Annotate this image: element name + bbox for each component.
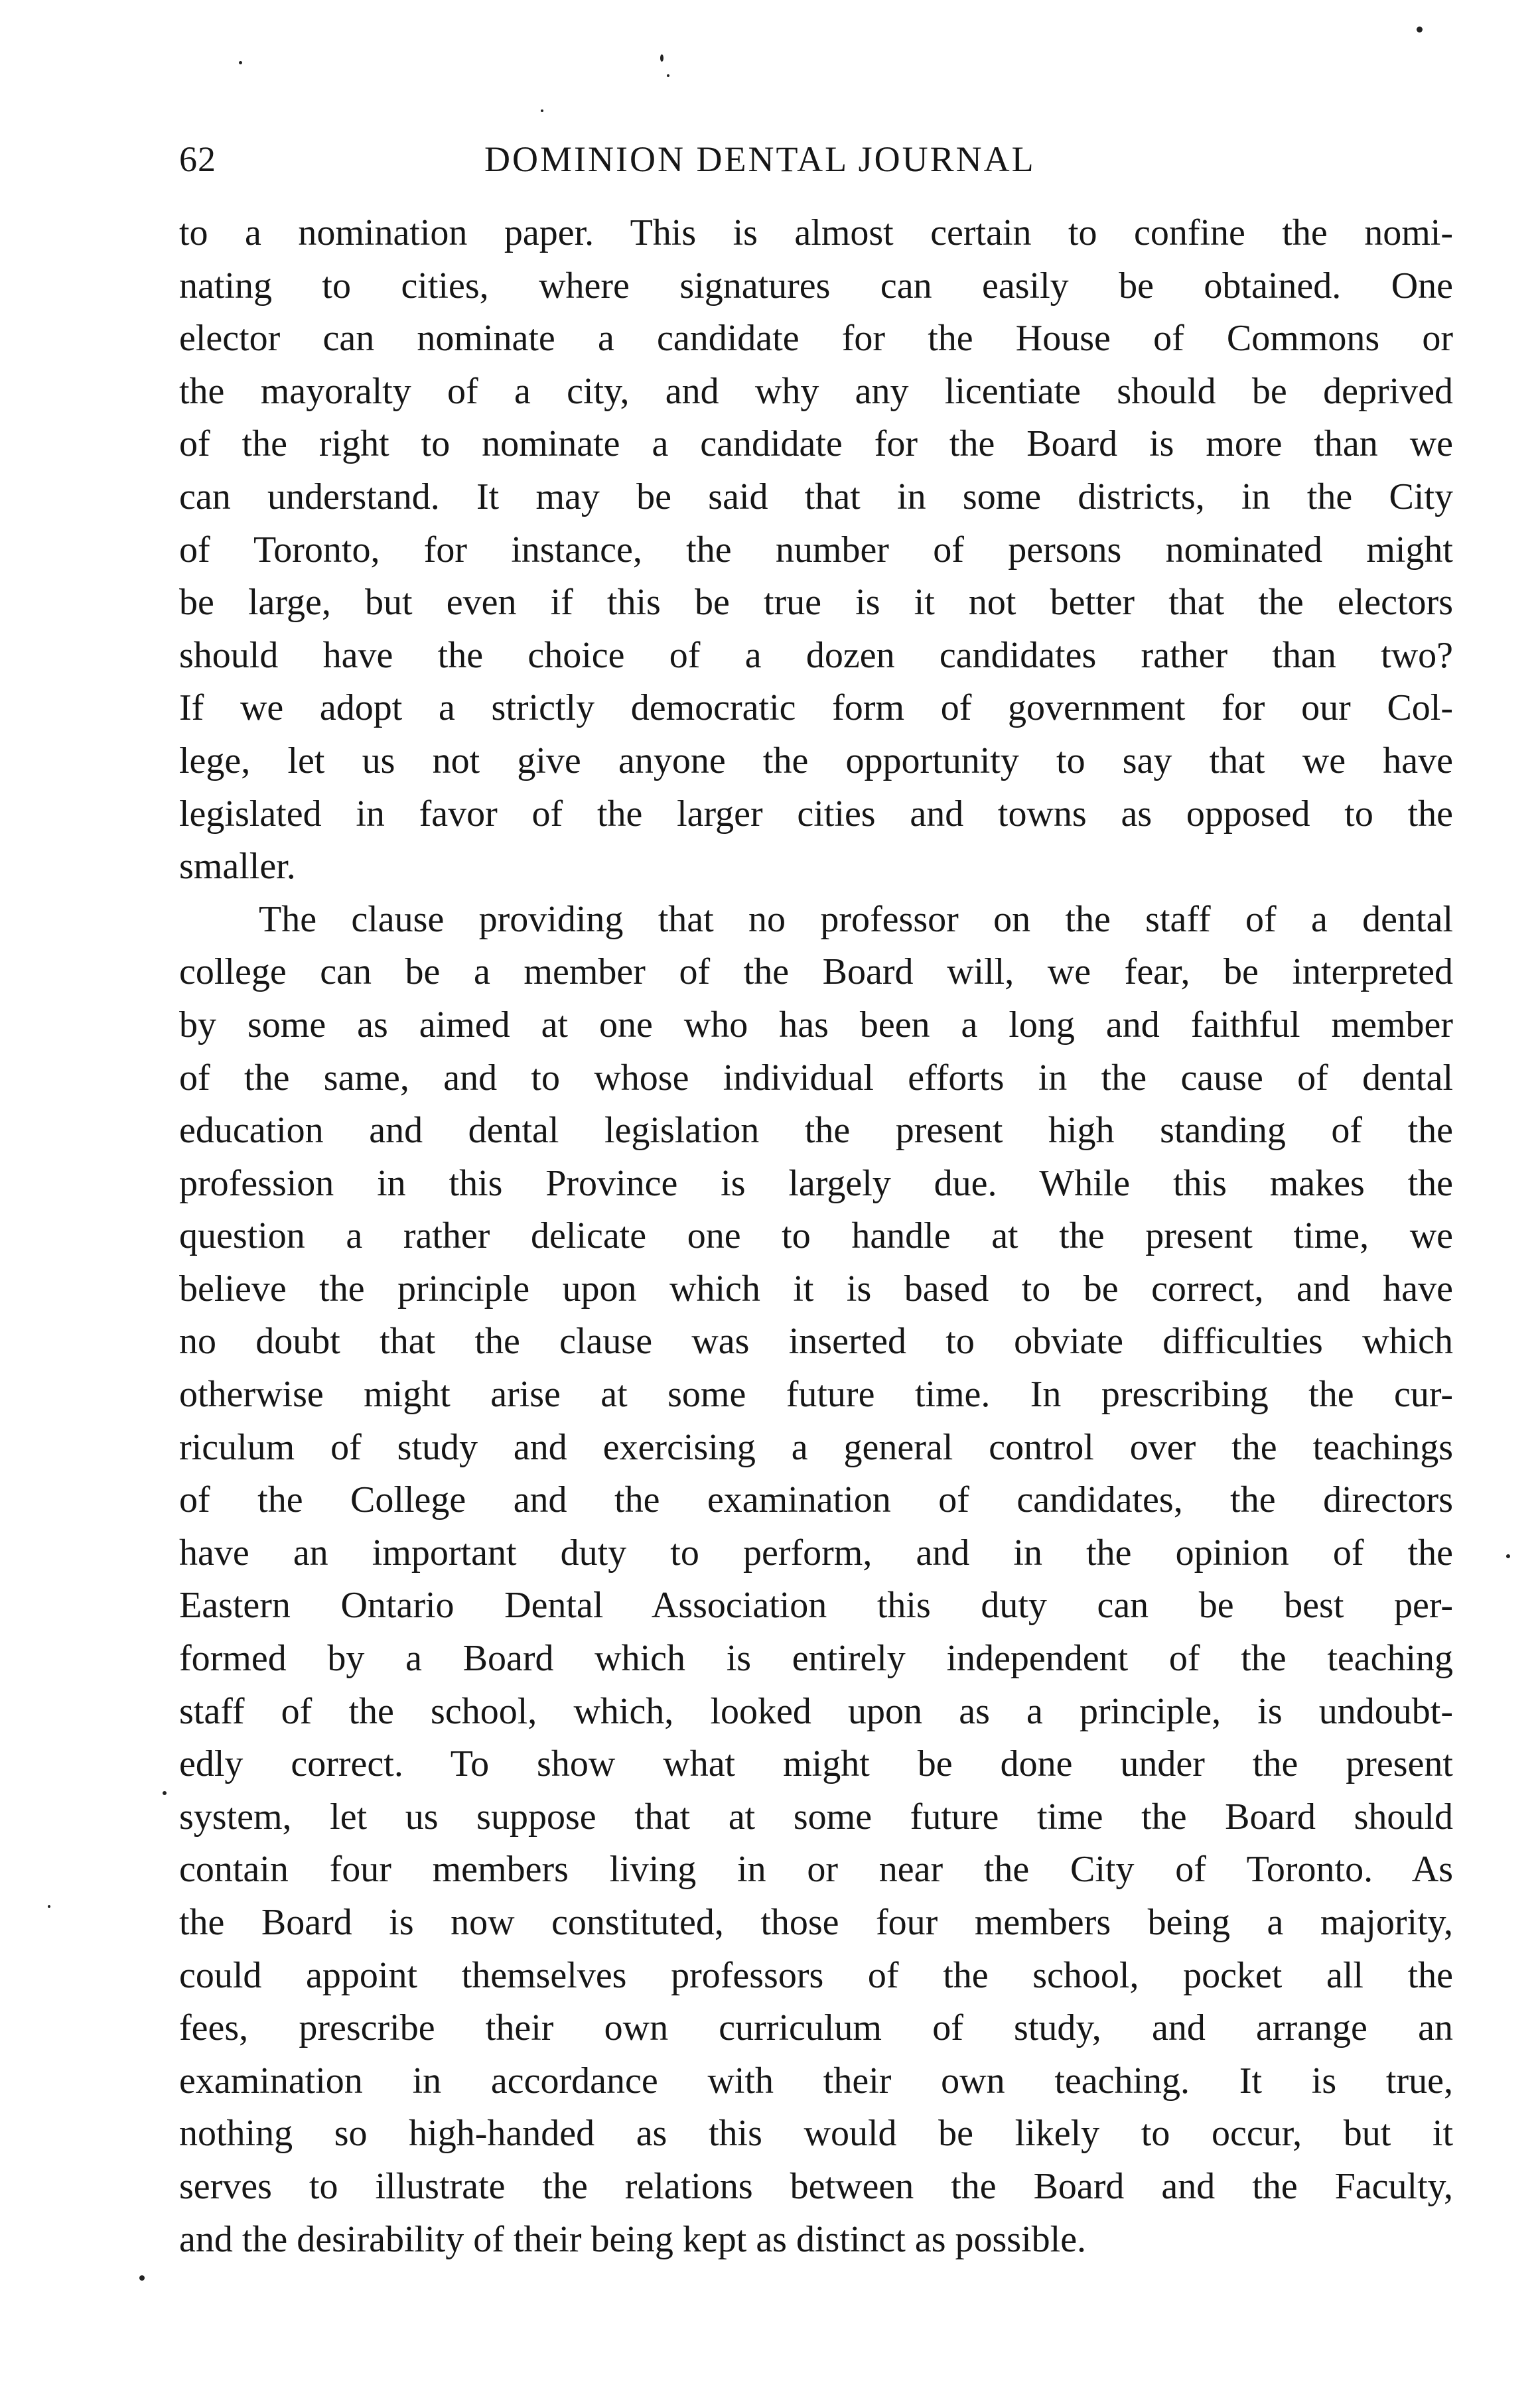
scan-speck [667, 74, 669, 77]
text-line: the mayoralty of a city, and why any licentiate should be deprived [179, 370, 1453, 412]
text-line: The clause providing that no professor on the staff of a dental [259, 898, 1453, 940]
text-line: and the desirability of their being kept as distinct as possible. [179, 2218, 1087, 2260]
scan-speck [139, 2275, 145, 2281]
text-line: smaller. [179, 846, 296, 888]
text-line: nating to cities, where signatures can easily be obtained. One [179, 265, 1453, 306]
text-line: should have the choice of a dozen candidates rather than two? [179, 634, 1453, 676]
text-line: of the College and the examination of candidates, the directors [179, 1479, 1453, 1521]
scan-speck [48, 1905, 50, 1908]
text-line: can understand. It may be said that in some districts, in the City [179, 476, 1453, 517]
text-line: legislated in favor of the larger cities and towns as opposed to the [179, 793, 1453, 835]
paragraph-1 [179, 207, 1453, 894]
text-line: riculum of study and exercising a general control over the teachings [179, 1426, 1453, 1468]
text-line: examination in accordance with their own teaching. It is true, [179, 2060, 1453, 2102]
text-line: have an important duty to perform, and in the opinion of the [179, 1532, 1453, 1573]
running-head [179, 136, 1453, 182]
paragraph-2 [179, 894, 1453, 2266]
text-line: profession in this Province is largely due. While this makes the [179, 1162, 1453, 1204]
text-line: Eastern Ontario Dental Association this duty can be best per- [179, 1585, 1453, 1627]
scan-speck [239, 61, 242, 64]
text-line: be large, but even if this be true is it not better that the electors [179, 582, 1453, 624]
text-line: to a nomination paper. This is almost certain to confine the nomi- [179, 212, 1453, 253]
text-line: nothing so high-handed as this would be likely to occur, but it [179, 2113, 1453, 2155]
scan-speck [1506, 1554, 1510, 1558]
text-line: formed by a Board which is entirely independent of the teaching [179, 1638, 1453, 1680]
text-line: fees, prescribe their own curriculum of study, and arrange an [179, 2007, 1453, 2049]
text-line: no doubt that the clause was inserted to obviate difficulties which [179, 1321, 1453, 1363]
text-line: serves to illustrate the relations between the Board and the Faculty, [179, 2165, 1453, 2207]
text-line: college can be a member of the Board will, we fear, be interpreted [179, 951, 1453, 993]
text-line: lege, let us not give anyone the opportunity to say that we have [179, 740, 1453, 781]
scan-speck [1417, 27, 1423, 33]
text-line: question a rather delicate one to handle at the present time, we [179, 1215, 1453, 1257]
scan-speck [660, 54, 663, 62]
scan-speck [163, 1791, 167, 1795]
text-line: of the right to nominate a candidate for the Board is more than we [179, 423, 1453, 465]
text-line: the Board is now constituted, those four members being a majority, [179, 1902, 1453, 1943]
text-line: education and dental legislation the present high standing of the [179, 1110, 1453, 1152]
text-line: of Toronto, for instance, the number of persons nominated might [179, 529, 1453, 570]
text-line: system, let us suppose that at some future time the Board should [179, 1796, 1453, 1838]
text-line: by some as aimed at one who has been a long and faithful member [179, 1004, 1453, 1045]
journal-title: DOMINION DENTAL JOURNAL [484, 139, 1036, 179]
body-text [179, 207, 1453, 2266]
page-number: 62 [179, 139, 216, 179]
text-line: staff of the school, which, looked upon as a principle, is undoubt- [179, 1690, 1453, 1732]
text-line: edly correct. To show what might be done under the present [179, 1743, 1453, 1785]
text-line: elector can nominate a candidate for the House of Commons or [179, 318, 1453, 360]
text-line: If we adopt a strictly democratic form of government for our Col- [179, 687, 1453, 729]
text-line: of the same, and to whose individual efforts in the cause of dental [179, 1057, 1453, 1099]
text-line: believe the principle upon which it is based to be correct, and have [179, 1268, 1453, 1309]
text-line: contain four members living in or near the City of Toronto. As [179, 1849, 1453, 1891]
text-line: otherwise might arise at some future time. In prescribing the cur- [179, 1374, 1453, 1416]
scan-speck [541, 109, 543, 112]
text-line: could appoint themselves professors of the school, pocket all the [179, 1954, 1453, 1996]
